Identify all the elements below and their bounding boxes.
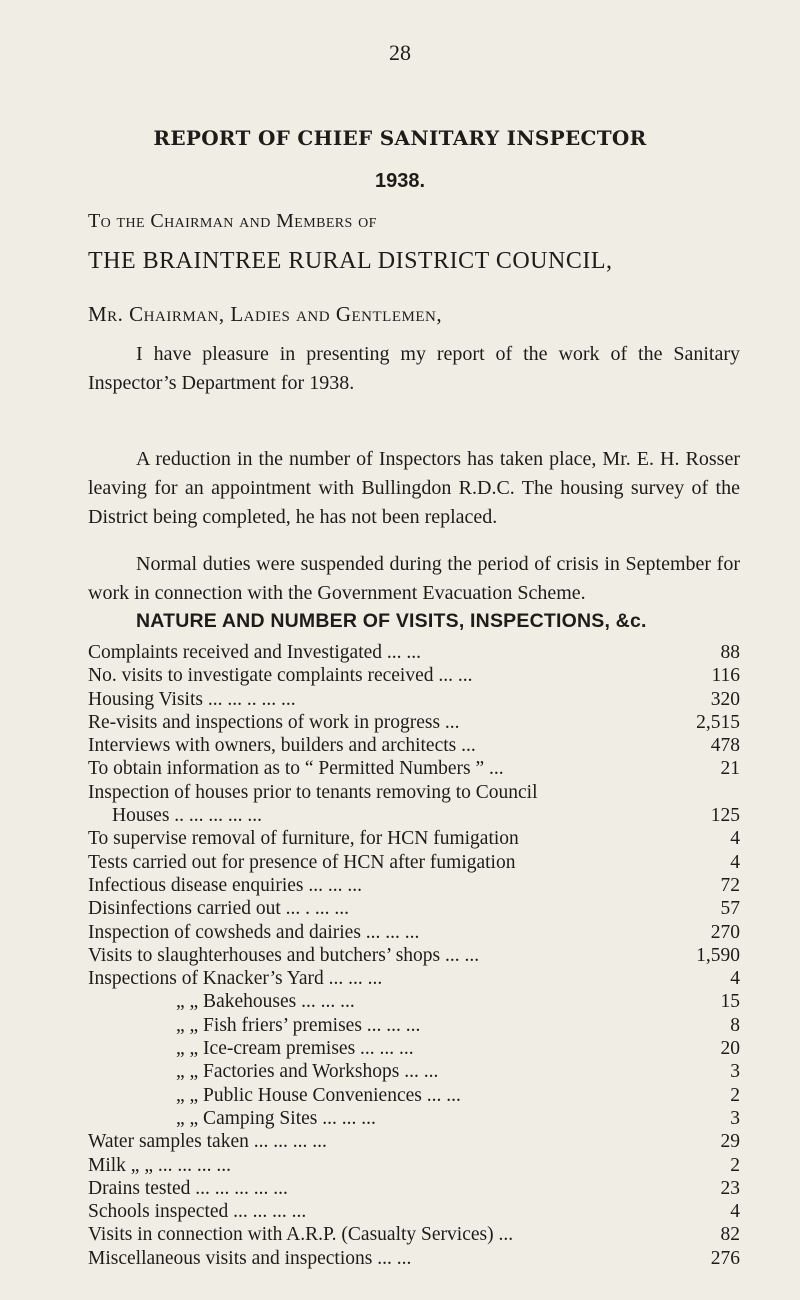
table-row bbox=[88, 664, 740, 687]
row-label: Infectious disease enquiries ... ... ... bbox=[88, 874, 363, 896]
row-label: „ „ Ice-cream premises ... ... ... bbox=[176, 1038, 414, 1060]
row-count: 82 bbox=[720, 1224, 740, 1246]
table-row bbox=[88, 688, 740, 711]
row-count: 15 bbox=[720, 991, 740, 1013]
row-count: 29 bbox=[720, 1131, 740, 1153]
table-row bbox=[88, 734, 740, 757]
table-row bbox=[88, 1177, 740, 1200]
row-label: „ „ Public House Conveniences ... ... bbox=[176, 1084, 461, 1106]
row-label: Housing Visits ... ... .. ... ... bbox=[88, 688, 296, 710]
row-count: 4 bbox=[730, 828, 740, 850]
table-row bbox=[88, 967, 740, 990]
table-row bbox=[88, 921, 740, 944]
table-row bbox=[88, 804, 740, 827]
table-row bbox=[88, 1107, 740, 1130]
paragraph-intro: I have pleasure in presenting my report of the work of the Sanitary Inspector’s Department for 1938. bbox=[88, 343, 740, 394]
row-count: 2 bbox=[730, 1084, 740, 1106]
row-label: Drains tested ... ... ... ... ... bbox=[88, 1177, 288, 1199]
salutation: Mr. Chairman, Ladies and Gentlemen, bbox=[88, 302, 443, 326]
row-count: 23 bbox=[720, 1177, 740, 1199]
table-row bbox=[88, 827, 740, 850]
row-count: 276 bbox=[710, 1247, 740, 1269]
table-row bbox=[88, 1154, 740, 1177]
row-count: 21 bbox=[720, 758, 740, 780]
row-label: Miscellaneous visits and inspections ... ... bbox=[88, 1247, 412, 1269]
table-row bbox=[88, 711, 740, 734]
table-row bbox=[88, 781, 740, 804]
row-label: Visits in connection with A.R.P. (Casualty Services) ... bbox=[88, 1224, 514, 1246]
row-count: 20 bbox=[720, 1038, 740, 1060]
row-label: To supervise removal of furniture, for HCN fumigation bbox=[88, 828, 519, 850]
table-row bbox=[88, 1223, 740, 1246]
row-count: 270 bbox=[710, 921, 740, 943]
row-label: Inspection of cowsheds and dairies ... ... ... bbox=[88, 921, 420, 943]
addressee-line: To the Chairman and Members of bbox=[88, 210, 377, 232]
row-label: Tests carried out for presence of HCN after fumigation bbox=[88, 851, 516, 873]
row-label: Complaints received and Investigated ... ... bbox=[88, 642, 422, 663]
row-label: Disinfections carried out ... . ... ... bbox=[88, 898, 350, 920]
row-count: 88 bbox=[720, 642, 740, 663]
table-row bbox=[88, 1060, 740, 1083]
row-count: 4 bbox=[730, 851, 740, 873]
row-count: 4 bbox=[730, 968, 740, 990]
table-row bbox=[88, 874, 740, 897]
row-label: Milk „ „ ... ... ... ... bbox=[88, 1154, 231, 1176]
row-count: 116 bbox=[711, 665, 740, 687]
table-row bbox=[88, 1247, 740, 1270]
row-count: 3 bbox=[730, 1107, 740, 1129]
row-count: 2 bbox=[730, 1154, 740, 1176]
table-row bbox=[88, 944, 740, 967]
row-count: 8 bbox=[730, 1014, 740, 1036]
report-title: REPORT OF CHIEF SANITARY INSPECTOR bbox=[153, 126, 647, 150]
row-label: Water samples taken ... ... ... ... bbox=[88, 1131, 327, 1153]
row-label: Houses .. ... ... ... ... bbox=[112, 805, 263, 827]
row-count: 57 bbox=[720, 898, 740, 920]
table-row bbox=[88, 1037, 740, 1060]
row-count: 72 bbox=[720, 874, 740, 896]
row-count: 478 bbox=[710, 735, 740, 757]
visits-table bbox=[88, 641, 740, 1270]
row-label: „ „ Camping Sites ... ... ... bbox=[176, 1107, 376, 1129]
row-label: „ „ Fish friers’ premises ... ... ... bbox=[176, 1014, 421, 1036]
row-label: „ „ Factories and Workshops ... ... bbox=[176, 1061, 439, 1083]
table-row bbox=[88, 897, 740, 920]
table-heading: NATURE AND NUMBER OF VISITS, INSPECTIONS, &c. bbox=[136, 610, 647, 632]
table-row bbox=[88, 757, 740, 780]
row-label: Schools inspected ... ... ... ... bbox=[88, 1201, 307, 1223]
row-count: 1,590 bbox=[696, 944, 740, 966]
row-label: Re-visits and inspections of work in progress ... bbox=[88, 711, 460, 733]
row-label: Inspections of Knacker’s Yard ... ... ... bbox=[88, 968, 383, 990]
paragraph-staffing: A reduction in the number of Inspectors has taken place, Mr. E. H. Rosser leaving for an appointment with Bullingdon R.D.C. The housing survey of the District being completed, he has not been replaced. bbox=[88, 448, 740, 528]
page-number: 28 bbox=[389, 40, 411, 65]
table-row bbox=[88, 1130, 740, 1153]
row-count: 125 bbox=[710, 805, 740, 827]
table-row bbox=[88, 1014, 740, 1037]
row-count: 320 bbox=[710, 688, 740, 710]
row-label: Visits to slaughterhouses and butchers’ shops ... ... bbox=[88, 944, 480, 966]
row-count: 3 bbox=[730, 1061, 740, 1083]
row-label: To obtain information as to “ Permitted Numbers ” ... bbox=[88, 758, 504, 780]
row-label: „ „ Bakehouses ... ... ... bbox=[176, 991, 355, 1013]
table-row bbox=[88, 1200, 740, 1223]
council-name: THE BRAINTREE RURAL DISTRICT COUNCIL, bbox=[88, 248, 613, 274]
table-row bbox=[88, 641, 740, 664]
table-row bbox=[88, 1084, 740, 1107]
row-count: 2,515 bbox=[696, 711, 740, 733]
row-count: 4 bbox=[730, 1201, 740, 1223]
row-label: Interviews with owners, builders and architects ... bbox=[88, 735, 476, 757]
table-row bbox=[88, 851, 740, 874]
row-label: No. visits to investigate complaints received ... ... bbox=[88, 665, 473, 687]
row-label: Inspection of houses prior to tenants removing to Council bbox=[88, 781, 538, 803]
paragraph-crisis: Normal duties were suspended during the period of crisis in September for work in connection with the Government Evacuation Scheme. bbox=[88, 553, 740, 604]
table-row bbox=[88, 990, 740, 1013]
report-year: 1938. bbox=[374, 170, 426, 192]
